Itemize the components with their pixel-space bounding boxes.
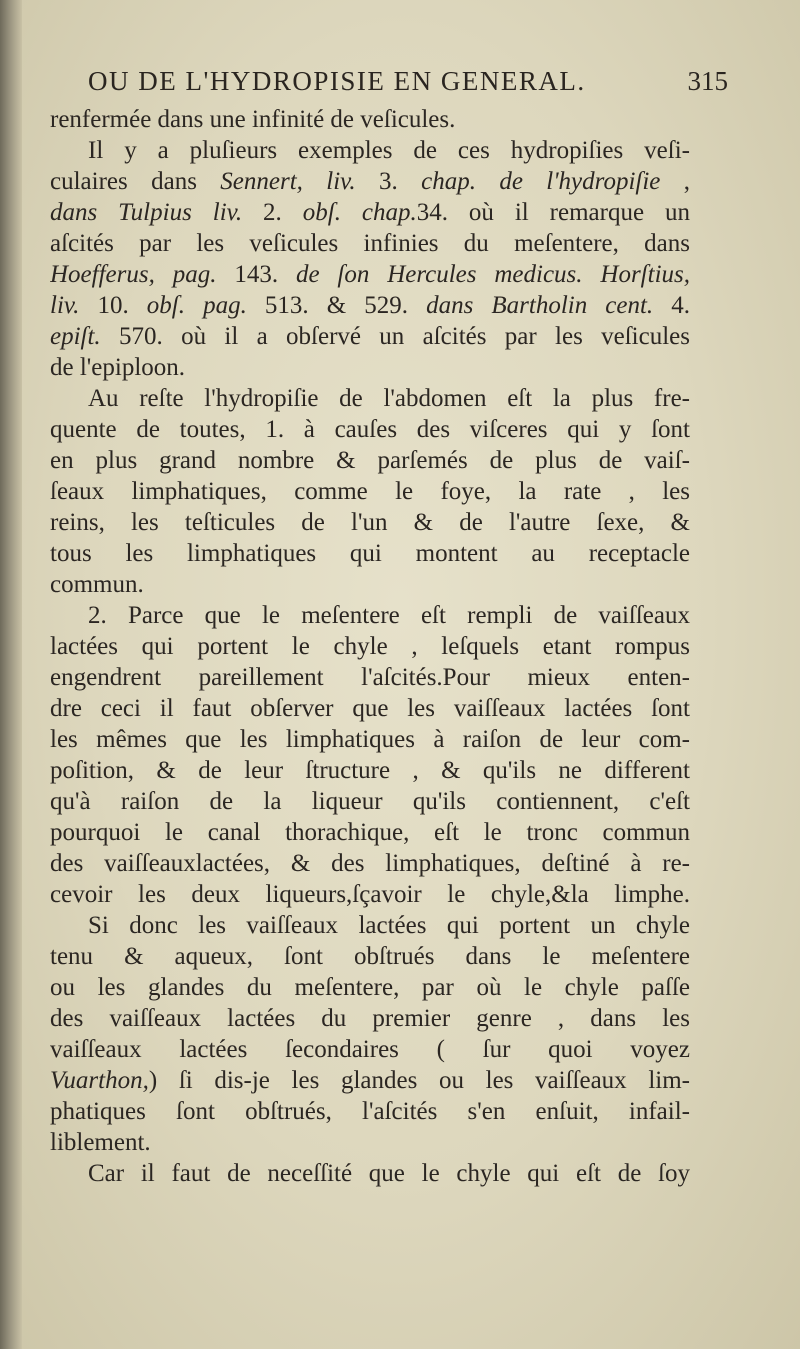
text-segment: les mêmes que les limphatiques à raiſon de leur com-: [50, 726, 690, 753]
text-segment: aſcités par les veſicules infinies du meſentere, dans: [50, 230, 690, 257]
text-line: [50, 817, 690, 848]
text-segment: engendrent pareillement l'aſcités.Pour mieux enten-: [50, 664, 690, 691]
italic-segment: liv.: [50, 292, 80, 319]
italic-segment: obſ. chap.: [302, 199, 417, 226]
text-line: [50, 538, 690, 569]
text-segment: renfermée dans une infinité de veſicules.: [50, 106, 456, 133]
page-number: 315: [687, 66, 728, 96]
text-segment: quente de toutes, 1. à cauſes des viſceres qui y ſont: [50, 416, 690, 443]
text-line: [50, 693, 690, 724]
text-line: [50, 1096, 690, 1127]
text-line: [50, 507, 690, 538]
text-line: [50, 228, 690, 259]
text-line: [50, 1034, 690, 1065]
text-segment: ) ſi dis-je les glandes ou les vaiſſeaux lim-: [148, 1067, 690, 1094]
text-segment: 4.: [653, 292, 690, 319]
text-segment: 513. & 529.: [246, 292, 427, 319]
text-line: [50, 569, 690, 600]
text-segment: ,: [660, 168, 690, 195]
text-segment: vaiſſeaux lactées ſecondaires ( ſur quoi voyez: [50, 1036, 690, 1063]
italic-segment: obſ. pag.: [146, 292, 247, 319]
text-segment: de l'epiploon.: [50, 354, 186, 381]
text-line: [50, 662, 690, 693]
text-line: [50, 414, 690, 445]
text-line: [50, 352, 690, 383]
text-line: [50, 786, 690, 817]
text-segment: Car il faut de neceſſité que le chyle qui eſt de ſoy: [88, 1160, 690, 1187]
text-segment: pourquoi le canal thorachique, eſt le tronc commun: [50, 819, 690, 846]
text-line: [50, 631, 690, 662]
text-segment: 34. où il remarque un: [416, 199, 690, 226]
text-segment: qu'à raiſon de la liqueur qu'ils contiennent, c'eſt: [50, 788, 690, 815]
text-segment: culaires dans: [50, 168, 221, 195]
text-segment: des vaiſſeauxlactées, & des limphatiques, deſtiné à re-: [50, 850, 690, 877]
text-line: [50, 104, 690, 135]
text-segment: lactées qui portent le chyle , leſquels etant rompus: [50, 633, 690, 660]
text-segment: des vaiſſeaux lactées du premier genre , dans les: [50, 1005, 690, 1032]
text-line: [50, 1158, 690, 1189]
text-segment: dre ceci il faut obſerver que les vaiſſeaux lactées ſont: [50, 695, 690, 722]
text-segment: phatiques ſont obſtrués, l'aſcités s'en enſuit, infail-: [50, 1098, 690, 1125]
text-segment: tenu & aqueux, ſont obſtrués dans le meſentere: [50, 943, 690, 970]
text-line: [50, 848, 690, 879]
text-line: [50, 941, 690, 972]
text-segment: en plus grand nombre & parſemés de plus de vaiſ-: [50, 447, 690, 474]
text-line: [50, 879, 690, 910]
italic-segment: Sennert, liv.: [220, 168, 356, 195]
italic-segment: chap. de l'hydropiſie: [421, 168, 661, 195]
text-segment: 570. où il a obſervé un aſcités par les veſicules: [100, 323, 690, 350]
text-line: [50, 600, 690, 631]
text-line: [50, 383, 690, 414]
text-line: [50, 1127, 690, 1158]
text-segment: reins, les teſticules de l'un & de l'autre ſexe, &: [50, 509, 690, 536]
text-segment: ſeaux limphatiques, comme le foye, la rate , les: [50, 478, 690, 505]
text-segment: 2. Parce que le meſentere eſt rempli de vaiſſeaux: [88, 602, 690, 629]
italic-segment: de ſon Hercules medicus. Horſtius,: [295, 261, 690, 288]
text-segment: Si donc les vaiſſeaux lactées qui portent un chyle: [88, 912, 690, 939]
text-line: [50, 972, 690, 1003]
text-segment: Au reſte l'hydropiſie de l'abdomen eſt la plus fre-: [88, 385, 690, 412]
text-segment: 10.: [79, 292, 147, 319]
text-line: [50, 290, 690, 321]
text-segment: ou les glandes du meſentere, par où le chyle paſſe: [50, 974, 690, 1001]
text-line: [50, 910, 690, 941]
running-head: OU DE L'HYDROPISIE EN GENERAL.: [88, 66, 586, 96]
text-segment: cevoir les deux liqueurs,ſçavoir le chyle,&la limphe.: [50, 881, 690, 908]
text-line: [50, 445, 690, 476]
text-line: [50, 259, 690, 290]
text-segment: liblement.: [50, 1129, 151, 1156]
text-segment: 2.: [242, 199, 303, 226]
text-segment: Il y a pluſieurs exemples de ces hydropiſies veſi-: [88, 137, 690, 164]
italic-segment: dans Bartholin cent.: [426, 292, 654, 319]
text-segment: 3.: [355, 168, 422, 195]
text-segment: tous les limphatiques qui montent au receptacle: [50, 540, 690, 567]
text-segment: poſition, & de leur ſtructure , & qu'ils ne different: [50, 757, 690, 784]
text-line: [50, 724, 690, 755]
italic-segment: epiſt.: [50, 323, 101, 350]
italic-segment: Hoefferus, pag.: [50, 261, 217, 288]
text-line: [50, 1003, 690, 1034]
text-line: [50, 166, 690, 197]
text-line: [50, 135, 690, 166]
italic-segment: Vuarthon,: [50, 1067, 149, 1094]
italic-segment: dans Tulpius liv.: [50, 199, 243, 226]
page-header: [88, 66, 728, 106]
page-gutter-shadow: [0, 0, 22, 1349]
text-segment: commun.: [50, 571, 144, 598]
text-line: [50, 197, 690, 228]
text-line: [50, 1065, 690, 1096]
text-line: [50, 755, 690, 786]
body-text: [50, 104, 690, 1189]
text-segment: 143.: [216, 261, 296, 288]
text-line: [50, 321, 690, 352]
text-line: [50, 476, 690, 507]
